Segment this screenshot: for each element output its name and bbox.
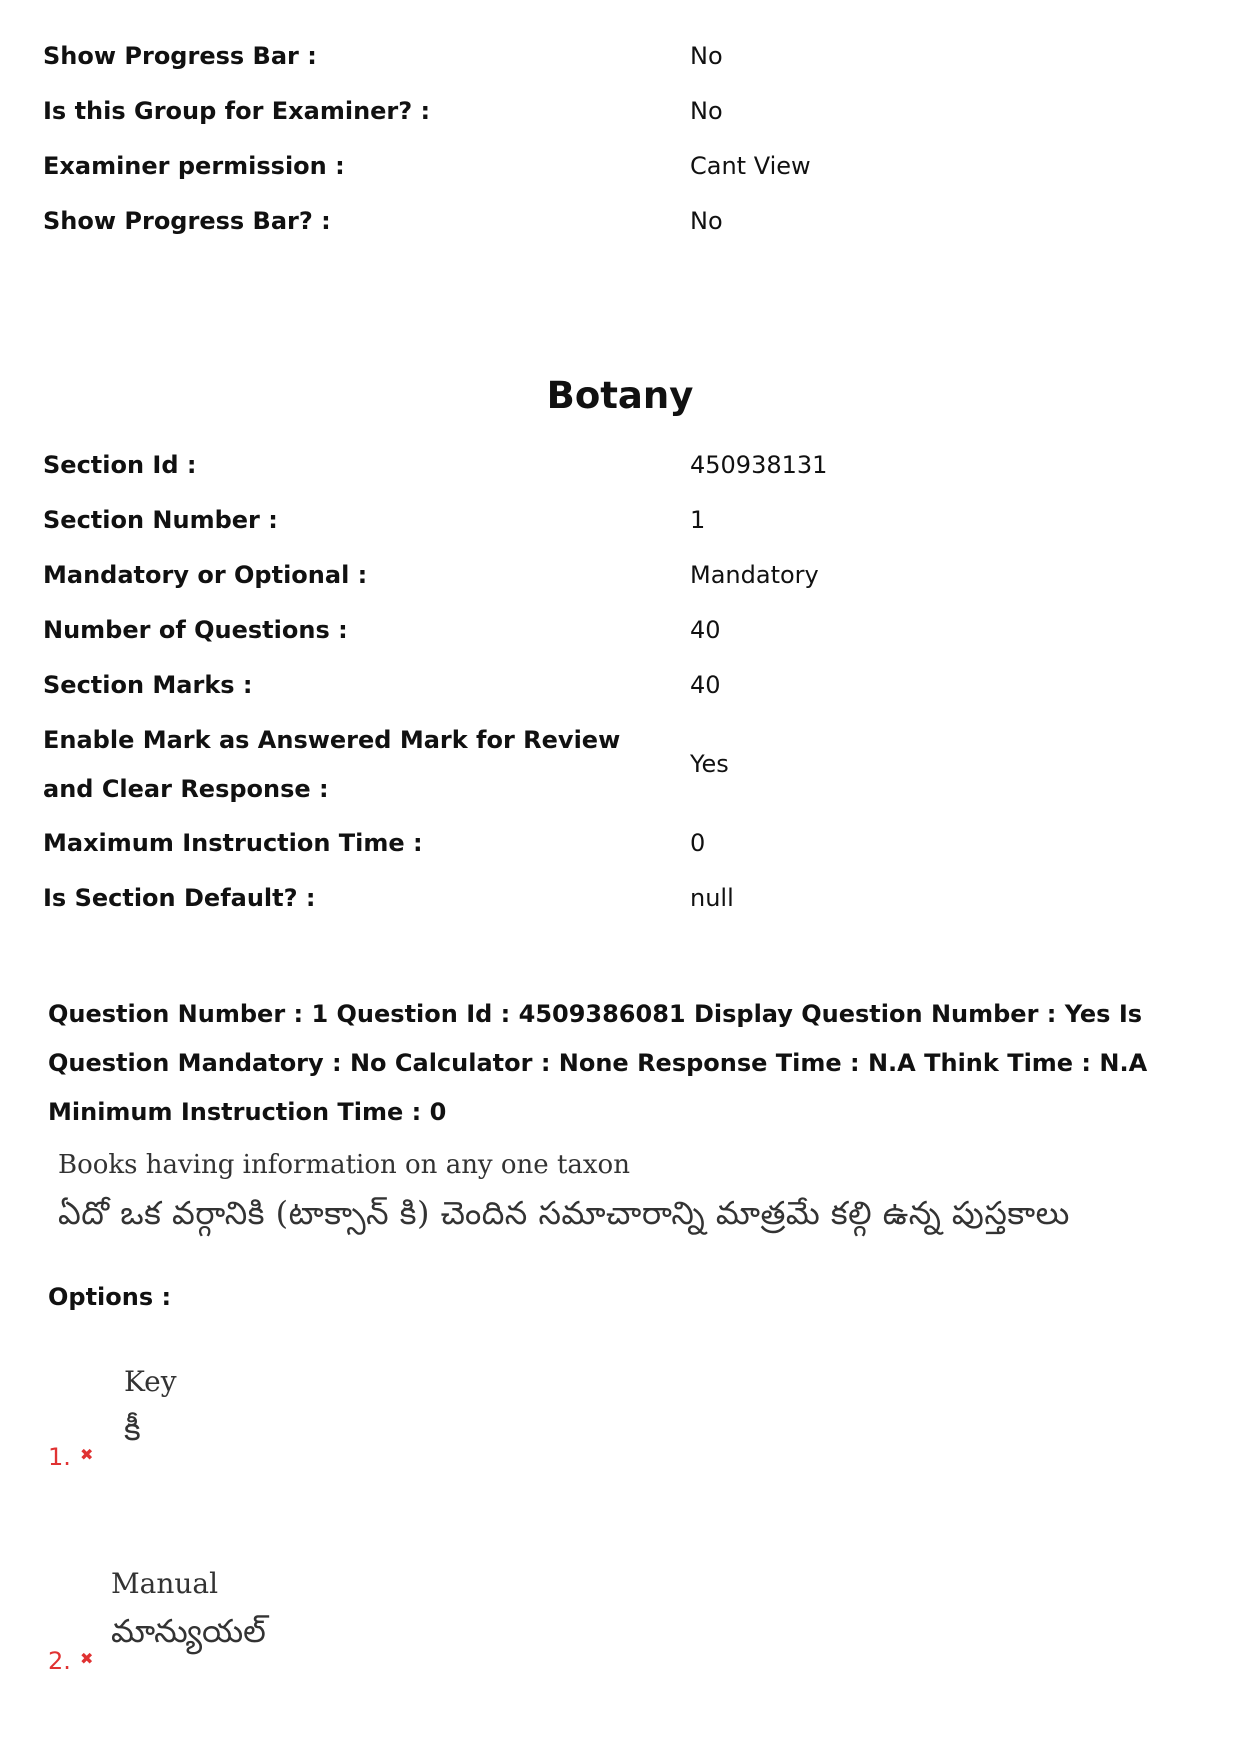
setting-value: No: [690, 207, 723, 235]
setting-value: No: [690, 97, 723, 125]
setting-label: Show Progress Bar? :: [43, 207, 331, 235]
options-label: Options :: [48, 1283, 172, 1311]
wrong-cross-icon: ✖: [80, 1649, 94, 1668]
section-field-value: 450938131: [690, 451, 828, 479]
section-field-label: Section Marks :: [43, 671, 253, 699]
section-field-value: 40: [690, 616, 721, 644]
question-text: [58, 1150, 1070, 1240]
section-field-value: null: [690, 884, 734, 912]
setting-label: Is this Group for Examiner? :: [43, 97, 431, 125]
setting-value: No: [690, 42, 723, 70]
section-field-value: 1: [690, 506, 706, 534]
section-field-label: Maximum Instruction Time :: [43, 829, 423, 857]
setting-label: Examiner permission :: [43, 152, 345, 180]
option-2-english: Manual: [111, 1567, 219, 1600]
section-field-label: Section Id :: [43, 451, 197, 479]
option-1-telugu: కీ: [124, 1410, 141, 1448]
setting-label: Show Progress Bar :: [43, 42, 317, 70]
option-1-english: Key: [124, 1365, 177, 1398]
question-text-telugu: ఏదో ఒక వర్గానికి (టాక్సాన్ కి) చెందిన సమాచారాన్ని మాత్రమే కల్గి ఉన్న పుస్తకాలు: [58, 1194, 1070, 1232]
question-meta: Question Number : 1 Question Id : 4509386081 Display Question Number : Yes Is Question Mandatory : No Calculator : None Response Time : N.A Think Time : N.A Minimum Instruction Time : 0: [48, 1000, 1148, 1126]
option-1-content: [124, 1365, 177, 1456]
section-field-value: Yes: [690, 750, 729, 778]
setting-value: Cant View: [690, 152, 811, 180]
section-field-label: Is Section Default? :: [43, 884, 316, 912]
option-2-number: 2.: [48, 1647, 71, 1675]
question-text-english: Books having information on any one taxon: [58, 1150, 630, 1180]
wrong-cross-icon: ✖: [80, 1445, 94, 1464]
section-field-label: Section Number :: [43, 506, 278, 534]
section-field-value: 0: [690, 829, 706, 857]
option-2-telugu: మాన్యుయల్: [111, 1612, 266, 1650]
section-field-value: Mandatory: [690, 561, 819, 589]
section-field-label: Mandatory or Optional :: [43, 561, 368, 589]
section-field-row: [43, 716, 1203, 814]
section-field-label: Number of Questions :: [43, 616, 348, 644]
section-title: Botany: [546, 374, 694, 417]
section-field-label: Enable Mark as Answered Mark for Review and Clear Response :: [43, 726, 621, 803]
option-2-content: [111, 1567, 266, 1658]
section-field-value: 40: [690, 671, 721, 699]
option-1-number: 1.: [48, 1443, 71, 1471]
